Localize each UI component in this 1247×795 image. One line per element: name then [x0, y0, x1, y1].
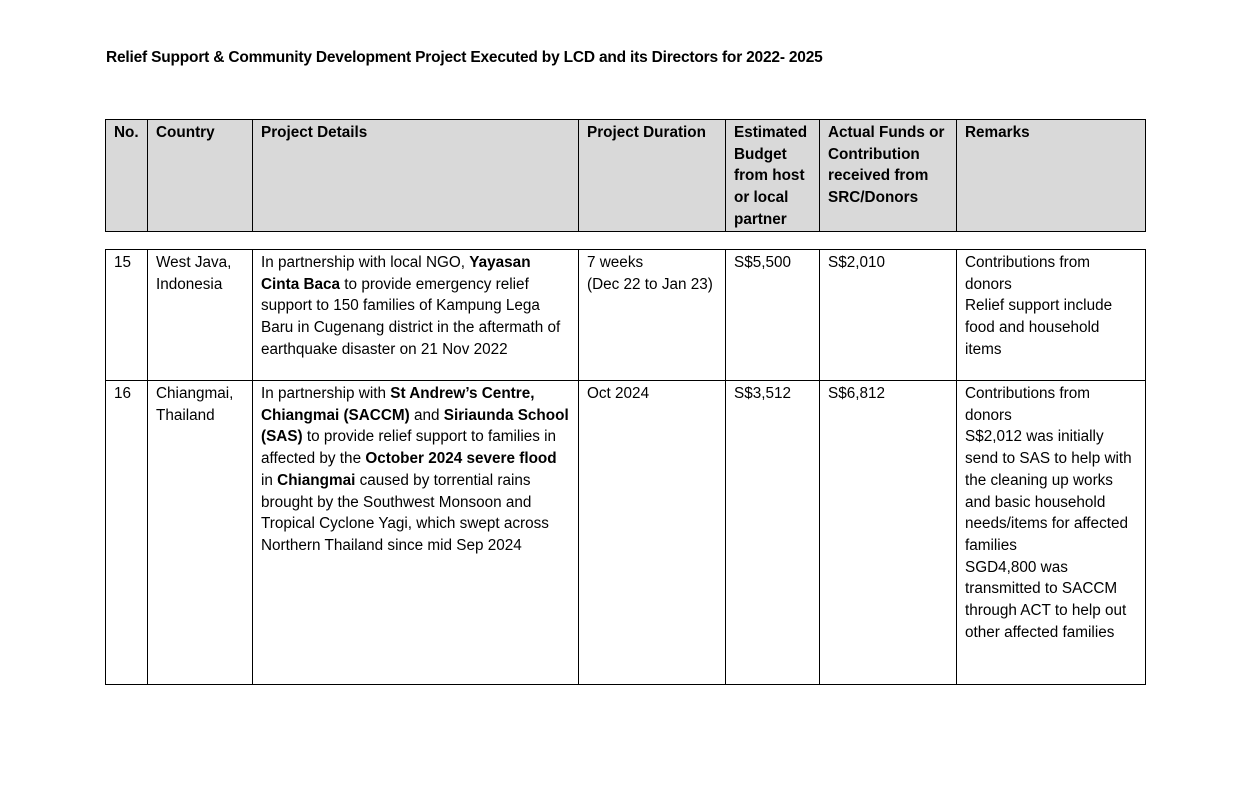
- cell-actual-funds: S$6,812: [820, 381, 957, 685]
- cell-remarks: [957, 250, 1146, 381]
- duration-line: Oct 2024: [587, 385, 650, 402]
- cell-actual-funds: S$2,010: [820, 250, 957, 381]
- cell-country: [148, 250, 253, 381]
- header-row: [106, 120, 1146, 232]
- country-line: Chiangmai,: [156, 385, 234, 402]
- remarks-line: Contributions from donors: [965, 254, 1090, 293]
- cell-duration: [579, 381, 726, 685]
- header-actual-funds: Actual Funds or Contribution received from SRC/Donors: [820, 120, 957, 232]
- details-text: to provide emergency relief support to 150 families of Kampung Lega Baru in Cugenang district in the aftermath of earthquake disaster on 21 Nov 2022: [261, 275, 561, 358]
- duration-line: (Dec 22 to Jan 23): [587, 275, 713, 293]
- details-text: in: [261, 471, 278, 489]
- details-bold: October 2024 severe flood: [365, 450, 557, 468]
- table-row: [106, 381, 1146, 685]
- details-bold: Siriaunda School (SAS): [261, 406, 569, 446]
- country-line: West Java,: [156, 254, 232, 271]
- header-no: No.: [106, 120, 148, 232]
- details-text: and: [409, 406, 444, 424]
- remarks-line: Contributions from donors: [965, 385, 1090, 424]
- details-text: caused by torrential rains brought by the Southwest Monsoon and Tropical Cyclone Yagi, which swept across Northern Thailand since mid Sep 2024: [261, 471, 549, 554]
- country-line: Thailand: [156, 406, 215, 424]
- header-remarks: Remarks: [957, 120, 1146, 232]
- remarks-line: SGD4,800 was transmitted to SACCM through ACT to help out other affected families: [965, 558, 1127, 641]
- details-bold: Chiangmai: [277, 471, 356, 489]
- cell-project-details: [253, 250, 579, 381]
- details-bold: St Andrew’s Centre, Chiangmai (SACCM): [261, 385, 535, 424]
- header-estimated-budget: Estimated Budget from host or local partner: [726, 120, 820, 232]
- cell-no: 16: [106, 381, 148, 685]
- cell-project-details: [253, 381, 579, 685]
- remarks-line: S$2,012 was initially send to SAS to help with the cleaning up works and basic household needs/items for affected families: [965, 428, 1132, 554]
- cell-no: 15: [106, 250, 148, 381]
- table-header: [105, 119, 1146, 232]
- details-text: to provide relief support to families in affected by the: [261, 428, 557, 468]
- details-bold: Yayasan Cinta Baca: [261, 254, 531, 293]
- cell-estimated-budget: S$5,500: [726, 250, 820, 381]
- cell-estimated-budget: S$3,512: [726, 381, 820, 685]
- country-line: Indonesia: [156, 275, 223, 293]
- document-title: Relief Support & Community Development Project Executed by LCD and its Directors for 2022- 2025: [106, 49, 823, 66]
- header-country: Country: [148, 120, 253, 232]
- cell-remarks: [957, 381, 1146, 685]
- duration-line: 7 weeks: [587, 254, 644, 271]
- header-project-duration: Project Duration: [579, 120, 726, 232]
- cell-country: [148, 381, 253, 685]
- details-text: In partnership with local NGO,: [261, 254, 470, 271]
- details-text: In partnership with: [261, 385, 391, 402]
- cell-duration: [579, 250, 726, 381]
- remarks-line: Relief support include food and household items: [965, 297, 1113, 358]
- projects-table: [105, 249, 1146, 685]
- header-project-details: Project Details: [253, 120, 579, 232]
- table-row: [106, 250, 1146, 381]
